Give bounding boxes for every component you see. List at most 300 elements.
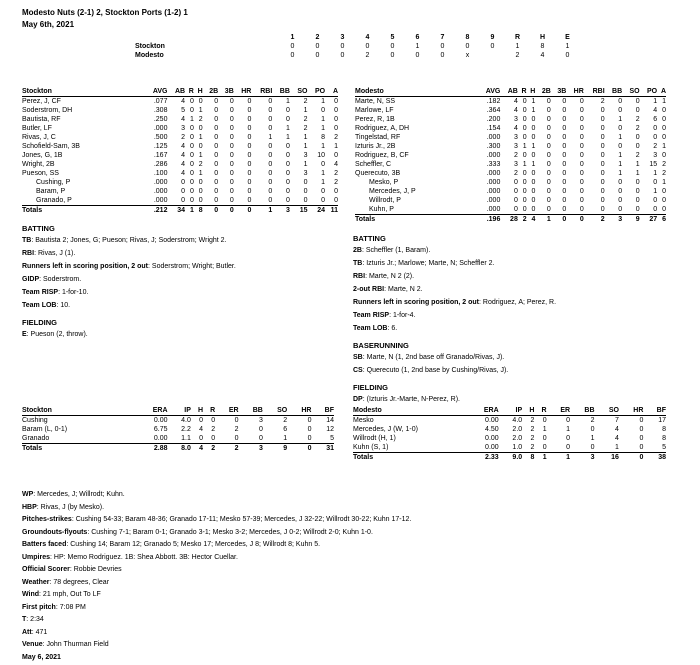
stat-cell: 0 — [214, 98, 219, 105]
stat-cell: 0 — [198, 188, 203, 195]
pitching-stat-cell: 0 — [211, 417, 216, 424]
stat-cell: 0 — [268, 98, 273, 105]
stat-cell: 0 — [229, 161, 234, 168]
modesto-notes — [353, 234, 683, 408]
stat-cell: 0 — [189, 107, 194, 114]
stat-cell: 0 — [531, 206, 536, 213]
linescore-corner — [135, 33, 280, 42]
stat-cell: 4 — [181, 116, 186, 123]
game-note-label: Batters faced — [22, 541, 67, 548]
pitching-stat-cell: 1 — [542, 426, 547, 433]
stockton-batting-table — [22, 87, 338, 215]
stat-cell: 0 — [579, 161, 584, 168]
player-row — [355, 160, 666, 169]
stat-cell: 0 — [303, 197, 308, 204]
box-header-cell: Modesto — [355, 87, 475, 97]
stat-cell: 1 — [531, 143, 536, 150]
pitching-header-cell: ERA — [132, 406, 168, 416]
pitching-stat-cell: 4 — [199, 426, 204, 433]
stat-cell: 2 — [198, 161, 203, 168]
stat-cell: 1 — [303, 161, 308, 168]
player-name: Mercedes, J, P — [369, 188, 416, 195]
stat-cell: 0 — [334, 152, 338, 159]
pitcher-name: Mercedes, J (W, 1-0) — [353, 426, 418, 433]
box-header-cell: AB — [167, 87, 185, 97]
stat-cell: 2 — [600, 98, 605, 105]
stat-cell: 0 — [653, 206, 658, 213]
stat-cell: 0 — [522, 98, 527, 105]
stat-cell: 0 — [662, 152, 666, 159]
pitcher-row — [353, 425, 666, 434]
pitching-stat-cell: 2 — [234, 426, 239, 433]
pitching-header-cell: ERA — [463, 406, 499, 416]
note-label: RBI — [353, 273, 366, 280]
stat-cell: 0 — [531, 152, 536, 159]
note-line — [353, 395, 683, 404]
stat-cell: .000 — [486, 179, 501, 186]
pitching-totals-cell: 4 — [191, 444, 203, 454]
game-note-text: : HP: Memo Rodriguez. 1B: Shea Abbott. 3B: Hector Cuellar. — [50, 553, 238, 561]
stat-cell: 0 — [513, 179, 518, 186]
player-name: Granado, P — [36, 197, 72, 204]
player-row — [355, 106, 666, 115]
pitching-stat-cell: 0 — [566, 444, 571, 451]
stat-cell: 0 — [229, 116, 234, 123]
game-note-line — [22, 553, 682, 562]
game-note-line — [22, 603, 682, 612]
player-row — [355, 196, 666, 205]
box-header-cell: A — [657, 87, 666, 97]
stat-cell: 0 — [334, 197, 338, 204]
stat-cell: 0 — [546, 116, 551, 123]
stat-cell: 0 — [635, 143, 640, 150]
note-label: GIDP — [22, 276, 40, 283]
stat-cell: 0 — [600, 161, 605, 168]
game-note-text: : 21 mph, Out To LF — [39, 591, 101, 598]
pitching-totals-cell: 8 — [522, 453, 534, 463]
stat-cell: 2 — [653, 143, 658, 150]
pitching-stat-cell: 0 — [258, 426, 263, 433]
linescore-cell: 0 — [340, 43, 345, 50]
pitcher-row — [22, 416, 334, 426]
linescore-header: 2 — [315, 34, 320, 41]
stat-cell: 0 — [181, 188, 186, 195]
stat-cell: 0 — [268, 116, 273, 123]
stat-cell: 3 — [513, 116, 518, 123]
stat-cell: 1 — [321, 125, 326, 132]
player-row — [22, 133, 338, 142]
stat-cell: 0 — [653, 134, 658, 141]
stat-cell: 0 — [579, 197, 584, 204]
game-note-line — [22, 503, 682, 512]
note-text: : Bautista 2; Jones, G; Pueson; Rivas, J; Soderstrom; Wright 2. — [31, 237, 227, 244]
stat-cell: 0 — [247, 116, 252, 123]
stat-cell: 0 — [522, 197, 527, 204]
stat-cell: 1 — [531, 107, 536, 114]
player-row — [22, 106, 338, 115]
pitching-stat-cell: 0 — [234, 417, 239, 424]
stat-cell: 0 — [198, 179, 203, 186]
box-header-cell: R — [518, 87, 527, 97]
stat-cell: 1 — [198, 107, 203, 114]
stat-cell: 4 — [513, 98, 518, 105]
box-header-cell: AVG — [142, 87, 167, 97]
game-note-line — [22, 640, 682, 649]
stat-cell: 0 — [285, 197, 290, 204]
box-header-cell: AVG — [475, 87, 500, 97]
pitching-stat-cell: 14 — [326, 417, 334, 424]
stat-cell: 0 — [214, 170, 219, 177]
totals-cell: 0 — [234, 206, 252, 216]
note-text: : Marte, N (1, 2nd base off Granado/Rivas, J). — [362, 354, 505, 361]
stat-cell: 2 — [635, 116, 640, 123]
stat-cell: 1 — [198, 152, 203, 159]
stat-cell: 0 — [522, 116, 527, 123]
linescore-cell: 0 — [340, 52, 345, 59]
stat-cell: 1 — [531, 98, 536, 105]
stat-cell: 0 — [214, 152, 219, 159]
totals-cell: 34 — [167, 206, 185, 216]
stat-cell: .333 — [486, 161, 501, 168]
stat-cell: 1 — [268, 134, 273, 141]
stat-cell: 3 — [303, 152, 308, 159]
box-header-cell: 2B — [203, 87, 219, 97]
player-row — [22, 160, 338, 169]
stat-cell: 6 — [653, 116, 658, 123]
stat-cell: 0 — [321, 188, 326, 195]
pitching-totals-cell: 16 — [595, 453, 619, 463]
pitching-stat-cell: 0 — [566, 435, 571, 442]
stat-cell: 0 — [268, 107, 273, 114]
stat-cell: .286 — [153, 161, 168, 168]
note-text: : Rivas, J (1). — [34, 250, 76, 257]
stat-cell: 0 — [189, 197, 194, 204]
stat-cell: .364 — [486, 107, 501, 114]
game-notes — [22, 490, 682, 665]
box-header-cell: H — [194, 87, 203, 97]
stat-cell: 0 — [285, 188, 290, 195]
stat-cell: 0 — [635, 188, 640, 195]
player-name: Perez, R, 1B — [355, 116, 395, 123]
stat-cell: 3 — [303, 170, 308, 177]
stat-cell: 0 — [285, 143, 290, 150]
stockton-fielding-heading: FIELDING — [22, 318, 57, 327]
pitching-stat-cell: 0 — [542, 417, 547, 424]
stat-cell: 0 — [546, 134, 551, 141]
stat-cell: 0 — [662, 107, 666, 114]
pitching-header-cell: SO — [263, 406, 287, 416]
linescore-cell: 0 — [465, 43, 470, 50]
player-row — [355, 97, 666, 107]
stat-cell: 0 — [600, 188, 605, 195]
player-row — [22, 187, 338, 196]
box-header-cell: BB — [272, 87, 290, 97]
box-header-cell: AB — [500, 87, 518, 97]
pitching-header-cell: R — [203, 406, 215, 416]
stat-cell: 2 — [513, 170, 518, 177]
stat-cell: 2 — [334, 170, 338, 177]
stat-cell: 0 — [618, 98, 623, 105]
totals-cell: 0 — [218, 206, 234, 216]
player-row — [355, 151, 666, 160]
note-label: Runners left in scoring position, 2 out — [22, 263, 149, 270]
note-line — [353, 272, 683, 281]
stat-cell: 1 — [522, 143, 527, 150]
stat-cell: 0 — [562, 125, 567, 132]
totals-cell: 27 — [640, 215, 658, 225]
pitching-stat-cell: 4.0 — [512, 417, 523, 424]
modesto-batting-table — [355, 87, 666, 224]
note-label: 2B — [353, 247, 362, 254]
stat-cell: 0 — [181, 197, 186, 204]
note-text: : Marte, N 2. — [384, 286, 423, 293]
note-text: : Marte, N 2 (2). — [365, 273, 415, 280]
player-row — [355, 133, 666, 142]
pitching-stat-cell: 4.0 — [181, 417, 191, 424]
stat-cell: 0 — [546, 125, 551, 132]
stat-cell: 1 — [285, 125, 290, 132]
totals-cell: 8 — [194, 206, 203, 216]
linescore-team: Modesto — [135, 52, 164, 59]
stat-cell: 15 — [649, 161, 658, 168]
box-header-cell: HR — [566, 87, 584, 97]
pitching-stat-cell: 0 — [307, 417, 312, 424]
note-label: DP — [353, 396, 363, 403]
game-note-line — [22, 540, 682, 549]
linescore-header: 9 — [490, 34, 495, 41]
stat-cell: 0 — [198, 197, 203, 204]
pitching-totals-cell: 1 — [534, 453, 546, 463]
stat-cell: .300 — [486, 143, 501, 150]
pitching-totals-cell: 0 — [619, 453, 643, 463]
game-note-text: : Cushing 54-33; Baram 48-36; Granado 17-11; Mesko 57-39; Mercedes, J 32-22; Willrodt 30-22; Kuhn 17-12. — [71, 516, 412, 523]
box-header-cell: R — [185, 87, 194, 97]
stat-cell: 1 — [285, 134, 290, 141]
stat-cell: .000 — [153, 188, 168, 195]
game-note-label: Groundouts-flyouts — [22, 528, 88, 536]
linescore-header: 8 — [465, 34, 470, 41]
stat-cell: .167 — [153, 152, 168, 159]
stat-cell: 0 — [189, 161, 194, 168]
pitching-stat-cell: 4 — [615, 426, 619, 433]
player-name: Mesko, P — [369, 179, 399, 186]
stat-cell: 0 — [531, 197, 536, 204]
totals-cell: 15 — [290, 206, 308, 216]
linescore-cell: 0 — [440, 52, 445, 59]
pitching-totals-cell: 0 — [287, 444, 311, 454]
stat-cell: 4 — [181, 152, 186, 159]
linescore-cell: 1 — [415, 43, 420, 50]
stat-cell: 0 — [662, 206, 666, 213]
player-name: Izturis Jr., 2B — [355, 143, 396, 150]
stat-cell: 0 — [268, 161, 273, 168]
pitching-totals-cell: 3 — [570, 453, 594, 463]
stat-cell: .200 — [486, 116, 501, 123]
stat-cell: 0 — [247, 197, 252, 204]
pitching-stat-cell: 1 — [615, 444, 619, 451]
linescore-header: H — [539, 34, 546, 41]
box-header-cell: HR — [234, 87, 252, 97]
stat-cell: 0 — [214, 188, 219, 195]
stat-cell: 0 — [189, 143, 194, 150]
stat-cell: .182 — [486, 98, 501, 105]
pitching-header-row — [353, 406, 666, 416]
stat-cell: 0 — [513, 197, 518, 204]
stat-cell: 0 — [562, 152, 567, 159]
stat-cell: 10 — [317, 152, 326, 159]
stat-cell: 0 — [522, 107, 527, 114]
stat-cell: 3 — [653, 152, 658, 159]
stat-cell: 0 — [600, 179, 605, 186]
box-header-cell: RBI — [584, 87, 605, 97]
pitching-stat-cell: 0 — [590, 426, 595, 433]
stat-cell: 0 — [522, 152, 527, 159]
note-text: : (Izturis Jr.-Marte, N-Perez, R). — [362, 396, 460, 403]
stat-cell: 0 — [653, 197, 658, 204]
note-label: Team RISP — [22, 289, 59, 296]
pitching-header-cell: H — [191, 406, 203, 416]
stat-cell: 0 — [618, 143, 623, 150]
pitching-totals-label: Totals — [353, 453, 463, 463]
game-note-text: : 78 degrees, Clear — [49, 578, 110, 586]
totals-cell: 24 — [307, 206, 325, 216]
pitcher-row — [353, 443, 666, 453]
game-note-label: Official Scorer — [22, 566, 70, 573]
stat-cell: 0 — [247, 179, 252, 186]
stat-cell: 0 — [198, 98, 203, 105]
linescore-team: Stockton — [135, 43, 165, 50]
note-text: : Soderstrom; Wright; Butler. — [148, 263, 236, 270]
modesto-batting-heading: BATTING — [353, 234, 386, 243]
stat-cell: 0 — [546, 197, 551, 204]
stat-cell: 0 — [579, 179, 584, 186]
stat-cell: 0 — [303, 188, 308, 195]
stat-cell: 0 — [189, 170, 194, 177]
pitching-stat-cell: 2 — [590, 417, 595, 424]
game-note-text: : Cushing 7-1; Baram 0-1; Granado 3-1; Mesko 3-2; Mercedes, J 0-2; Willrodt 2-0; Kuhn 1-0. — [87, 528, 373, 536]
note-text: : Soderstrom. — [39, 276, 82, 283]
player-name: Jones, G, 1B — [22, 152, 63, 159]
totals-label: Totals — [22, 206, 142, 216]
modesto-fielding-heading: FIELDING — [353, 383, 388, 392]
game-date: May 6th, 2021 — [22, 20, 75, 29]
stat-cell: .100 — [153, 170, 168, 177]
stat-cell: 2 — [662, 161, 666, 168]
linescore-cell: 2 — [365, 52, 370, 59]
stat-cell: 2 — [635, 125, 640, 132]
box-header-cell: 2B — [535, 87, 550, 97]
pitching-stat-cell: 2.0 — [512, 435, 523, 442]
game-note-label: May 6, 2021 — [22, 653, 61, 661]
player-row — [22, 196, 338, 206]
stat-cell: 2 — [334, 134, 338, 141]
pitching-stat-cell: 3 — [258, 417, 263, 424]
player-name: Willrodt, P — [369, 197, 401, 204]
player-name: Cushing, P — [36, 179, 71, 186]
note-line — [353, 246, 683, 255]
game-note-line — [22, 615, 682, 624]
box-header-cell: 3B — [551, 87, 566, 97]
stat-cell: 0 — [268, 179, 273, 186]
totals-cell: 0 — [566, 215, 584, 225]
pitching-stat-cell: 8 — [662, 435, 666, 442]
stat-cell: 0 — [198, 143, 203, 150]
stat-cell: 0 — [522, 188, 527, 195]
player-row — [22, 169, 338, 178]
stat-cell: 1 — [303, 143, 308, 150]
pitcher-name: Mesko — [353, 417, 374, 424]
stat-cell: 0 — [181, 179, 186, 186]
stat-cell: 0 — [546, 98, 551, 105]
note-line — [353, 353, 683, 362]
stat-cell: 0 — [600, 170, 605, 177]
stat-cell: 0 — [562, 161, 567, 168]
pitching-totals-row — [22, 444, 334, 454]
stat-cell: 0 — [562, 188, 567, 195]
stat-cell: 1 — [321, 98, 326, 105]
pitching-header-cell: HR — [619, 406, 643, 416]
stockton-pitching-table — [22, 406, 334, 453]
pitching-totals-cell: 2 — [203, 444, 215, 454]
stat-cell: 0 — [247, 134, 252, 141]
stat-cell: 1 — [285, 98, 290, 105]
stat-cell: 1 — [653, 170, 658, 177]
pitching-stat-cell: 2 — [530, 426, 535, 433]
note-line — [22, 288, 342, 297]
pitcher-name: Cushing — [22, 417, 48, 424]
stat-cell: 0 — [662, 116, 666, 123]
stat-cell: .000 — [486, 152, 501, 159]
box-header-cell: H — [527, 87, 536, 97]
totals-cell: 4 — [527, 215, 536, 225]
stat-cell: 0 — [214, 116, 219, 123]
stat-cell: 0 — [214, 143, 219, 150]
stat-cell: 0 — [321, 161, 326, 168]
pitching-header-cell: IP — [499, 406, 522, 416]
pitching-stat-cell: 0 — [199, 417, 204, 424]
stat-cell: 0 — [513, 206, 518, 213]
pitching-totals-cell: 8.0 — [168, 444, 191, 454]
player-name: Baram, P — [36, 188, 66, 195]
player-name: Tingelstad, RF — [355, 134, 401, 141]
stat-cell: 4 — [513, 107, 518, 114]
player-name: Scheffler, C — [355, 161, 392, 168]
note-label: Runners left in scoring position, 2 out — [353, 299, 480, 306]
pitching-stat-cell: 0.00 — [485, 417, 499, 424]
totals-cell: .196 — [475, 215, 500, 225]
pitching-stat-cell: 1.0 — [512, 444, 523, 451]
stat-cell: 0 — [653, 125, 658, 132]
pitching-totals-cell: 2.33 — [463, 453, 499, 463]
stat-cell: 0 — [531, 125, 536, 132]
pitching-stat-cell: 6 — [283, 426, 288, 433]
stat-cell: 0 — [247, 161, 252, 168]
stat-cell: 1 — [303, 134, 308, 141]
pitching-stat-cell: 0 — [639, 444, 644, 451]
note-line — [353, 311, 683, 320]
stat-cell: 0 — [229, 152, 234, 159]
stat-cell: 0 — [214, 134, 219, 141]
stat-cell: 1 — [303, 107, 308, 114]
stat-cell: 0 — [579, 170, 584, 177]
stat-cell: 0 — [546, 143, 551, 150]
stat-cell: 0 — [562, 179, 567, 186]
stat-cell: 0 — [268, 125, 273, 132]
stat-cell: 8 — [321, 134, 326, 141]
stat-cell: 0 — [214, 107, 219, 114]
pitching-stat-cell: 1 — [590, 435, 595, 442]
pitching-stat-cell: 8 — [662, 426, 666, 433]
